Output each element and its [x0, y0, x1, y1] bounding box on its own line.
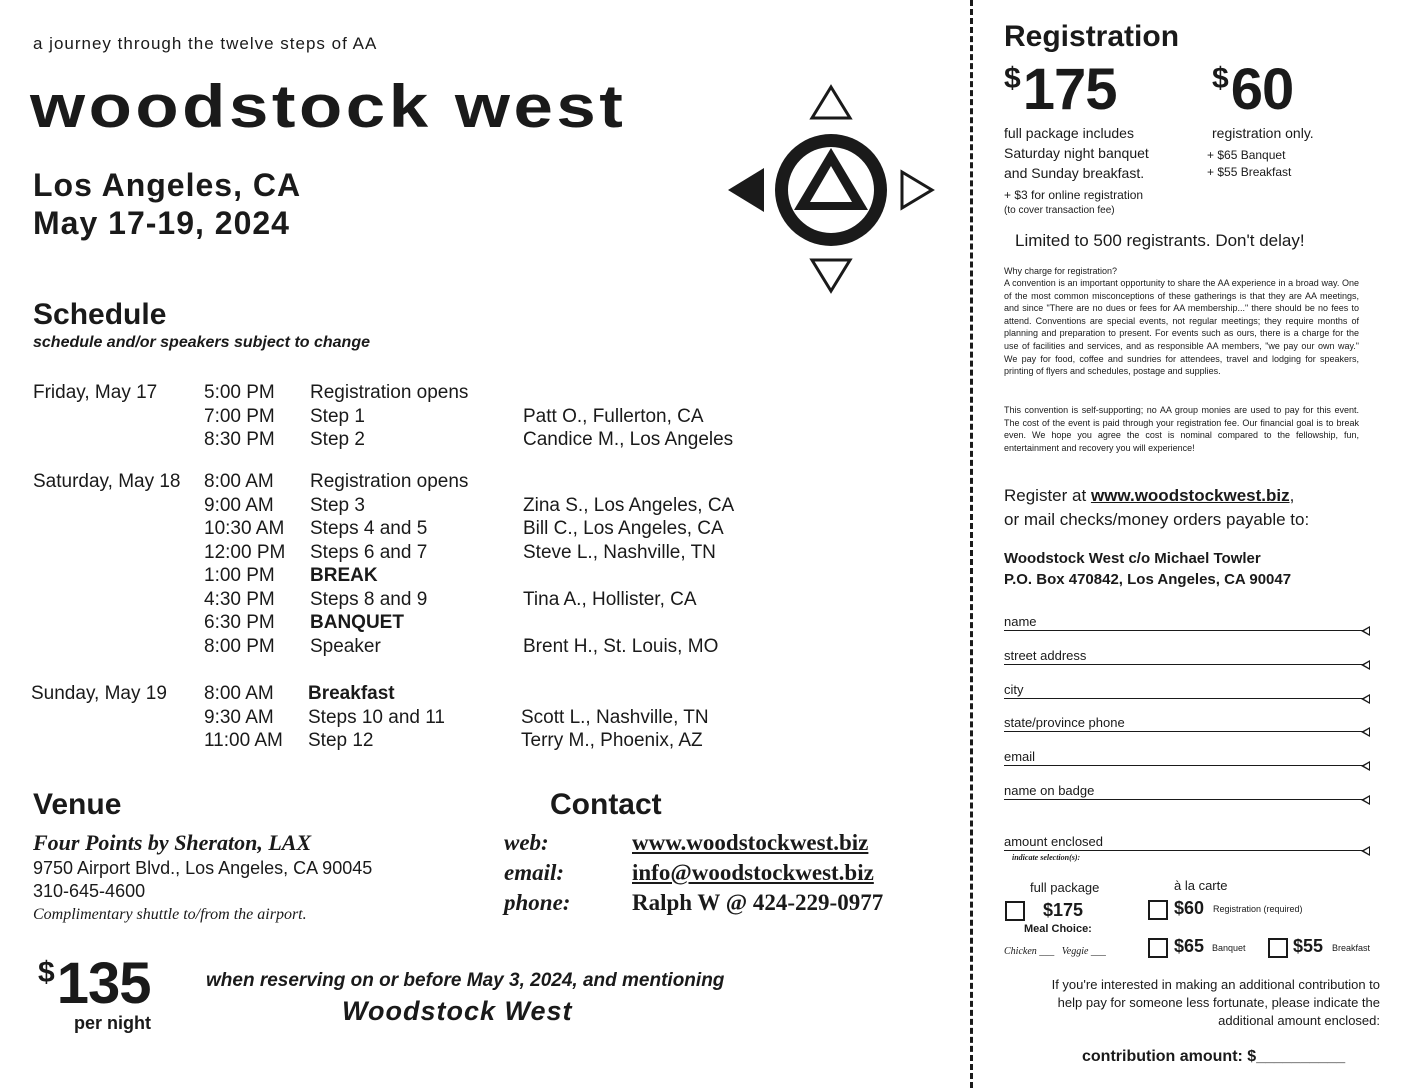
- meal-choice-label: Meal Choice:: [1024, 923, 1092, 935]
- schedule-event: Speaker: [310, 635, 381, 657]
- schedule-event: BREAK: [310, 565, 378, 586]
- schedule-time: 6:30 PM: [204, 612, 275, 633]
- schedule-time: 11:00 AM: [204, 730, 283, 751]
- contribution-line-1: If you're interested in making an additional contribution to: [1051, 977, 1380, 992]
- name-field-label: name: [1004, 614, 1037, 629]
- breakfast-addon: + $55 Breakfast: [1207, 165, 1292, 179]
- full-package-checkbox[interactable]: [1005, 901, 1025, 921]
- register-instructions: [1004, 484, 1309, 532]
- schedule-event: Step 3: [310, 494, 365, 516]
- full-package-desc: [1004, 123, 1149, 183]
- schedule-heading: Schedule: [33, 298, 167, 331]
- arrow-down-icon: [812, 260, 850, 291]
- online-fee: [1004, 187, 1143, 219]
- registration-60-checkbox[interactable]: [1148, 900, 1168, 920]
- why-charge-paragraph-1: A convention is an important opportunity to share the AA experience in a broad way. One of the most common misconceptions of these gatherings is that they are AA meetings, and since "There are no dues or fees for AA membership..." there should be no fees to attend. Conventions are special events, not regular meetings; they require months of planning and preparation to present. For events such as ours, there is a charge for the use of facilities and services, and as responsible AA members, "we pay our own way." We pay for food, coffee and sundries for attendees, travel and lodging for speakers, printing of flyers and schedules, postage and supplies.: [1004, 278, 1359, 377]
- a-la-carte-label: à la carte: [1174, 878, 1228, 893]
- venue-heading: Venue: [33, 788, 122, 821]
- full-package-price: [1004, 56, 1116, 123]
- field-arrow-icon: [1361, 727, 1370, 737]
- full-package-dollar: $: [1004, 62, 1021, 95]
- online-fee-note: (to cover transaction fee): [1004, 205, 1115, 216]
- schedule-event: Step 2: [310, 429, 365, 450]
- field-arrow-icon: [1361, 660, 1370, 670]
- arrow-up-icon: [812, 87, 850, 118]
- schedule-event: Registration opens: [310, 471, 469, 492]
- registration-only-desc: registration only.: [1212, 125, 1314, 141]
- schedule-time: 8:00 AM: [204, 683, 274, 704]
- schedule-event: BANQUET: [310, 612, 404, 633]
- street-address-field[interactable]: [1004, 640, 1368, 665]
- schedule-time: 8:00 PM: [204, 635, 275, 657]
- schedule-day: Friday, May 17: [33, 382, 158, 403]
- meal-options[interactable]: Chicken ___ Veggie ___: [1004, 946, 1106, 957]
- event-dates: May 17-19, 2024: [33, 205, 290, 241]
- name-field[interactable]: [1004, 606, 1368, 631]
- contact-email-link[interactable]: info@woodstockwest.biz: [632, 860, 874, 885]
- field-arrow-icon: [1361, 795, 1370, 805]
- banquet-65-price: $65: [1174, 936, 1205, 956]
- full-package-option-label: full package: [1030, 880, 1100, 895]
- mail-instructions: or mail checks/money orders payable to:: [1004, 510, 1310, 529]
- registration-60-note: Registration (required): [1213, 904, 1303, 914]
- schedule-event: Breakfast: [308, 683, 395, 704]
- indicate-selection-note: indicate selection(s):: [1012, 853, 1081, 862]
- email-label: email: [1004, 749, 1036, 764]
- schedule-speaker: Candice M., Los Angeles: [523, 429, 734, 450]
- registration-only-amount: 60: [1230, 57, 1294, 122]
- event-location: [33, 166, 301, 242]
- register-at-text: Register at: [1004, 486, 1091, 505]
- schedule-speaker: Bill C., Los Angeles, CA: [523, 518, 724, 539]
- why-charge-title: Why charge for registration?: [1004, 266, 1118, 276]
- schedule-time: 10:30 AM: [204, 518, 285, 539]
- tagline: a journey through the twelve steps of AA: [33, 34, 378, 53]
- schedule-time: 8:00 AM: [204, 471, 274, 492]
- email-field[interactable]: [1004, 741, 1368, 766]
- schedule-event: Step 12: [308, 730, 374, 751]
- schedule-event: Step 1: [310, 405, 365, 427]
- field-arrow-icon: [1361, 846, 1370, 856]
- field-arrow-icon: [1361, 626, 1370, 636]
- contact-heading: Contact: [550, 788, 662, 821]
- breakfast-55-price: $55: [1293, 936, 1324, 956]
- hotel-rate-unit: per night: [74, 1013, 151, 1033]
- schedule-speaker: Patt O., Fullerton, CA: [523, 405, 704, 427]
- hotel-rate-note: when reserving on or before May 3, 2024, and mentioning: [206, 970, 725, 991]
- schedule-speaker: Tina A., Hollister, CA: [523, 588, 697, 610]
- city-field[interactable]: [1004, 674, 1368, 699]
- street-address-label: street address: [1004, 648, 1087, 663]
- contribution-text: [1004, 976, 1380, 1030]
- registration-only-dollar: $: [1212, 62, 1229, 95]
- registration-heading: Registration: [1004, 20, 1180, 53]
- payee-address: [1004, 548, 1291, 590]
- banquet-65-checkbox[interactable]: [1148, 938, 1168, 958]
- schedule-speaker: Zina S., Los Angeles, CA: [523, 494, 735, 516]
- hotel-rate: [38, 950, 150, 1017]
- breakfast-55-note: Breakfast: [1332, 943, 1371, 953]
- payee-line-2: P.O. Box 470842, Los Angeles, CA 90047: [1004, 571, 1292, 588]
- schedule-time: 8:30 PM: [204, 429, 275, 450]
- full-package-desc-2: Saturday night banquet: [1004, 145, 1149, 161]
- schedule-time: 4:30 PM: [204, 588, 275, 610]
- schedule-time: 9:00 AM: [204, 494, 274, 516]
- venue-phone: 310-645-4600: [33, 881, 146, 901]
- full-package-desc-3: and Sunday breakfast.: [1004, 165, 1145, 181]
- amount-enclosed-field[interactable]: [1004, 826, 1368, 851]
- badge-name-label: name on badge: [1004, 783, 1095, 798]
- contact-web-label: web:: [504, 830, 549, 855]
- breakfast-55-checkbox[interactable]: [1268, 938, 1288, 958]
- hotel-rate-amount: 135: [56, 951, 151, 1016]
- schedule-event: Steps 8 and 9: [310, 588, 428, 610]
- schedule-note: schedule and/or speakers subject to change: [33, 334, 370, 351]
- schedule-speaker: Terry M., Phoenix, AZ: [521, 730, 703, 751]
- state-phone-field[interactable]: [1004, 707, 1368, 732]
- full-package-option-price: $175: [1043, 900, 1084, 920]
- schedule-speaker: Brent H., St. Louis, MO: [523, 635, 719, 657]
- schedule-time: 12:00 PM: [204, 541, 286, 563]
- schedule-speaker: Scott L., Nashville, TN: [521, 706, 709, 728]
- schedule-speaker: Steve L., Nashville, TN: [523, 541, 716, 563]
- registration-only-price: [1212, 56, 1293, 123]
- field-arrow-icon: [1361, 761, 1370, 771]
- contribution-line-2: help pay for someone less fortunate, please indicate the: [1057, 995, 1380, 1010]
- banquet-65-note: Banquet: [1212, 943, 1246, 953]
- field-arrow-icon: [1361, 694, 1370, 704]
- aa-logo-icon: [722, 84, 940, 296]
- schedule-event: Registration opens: [310, 382, 469, 403]
- city-label: city: [1004, 682, 1024, 697]
- why-charge-paragraph-2: This convention is self-supporting; no AA group monies are used to pay for this event. The cost of the event is paid through your registration fee. Our financial goal is to break even. We hope you agree the cost is nominal compared to the fellowship, fun, entertainment and recovery you will experience!: [1004, 405, 1359, 453]
- schedule-time: 7:00 PM: [204, 405, 275, 427]
- badge-name-field[interactable]: [1004, 775, 1368, 800]
- tear-off-divider: [970, 0, 973, 1088]
- contribution-amount-field[interactable]: contribution amount: $__________: [1082, 1048, 1346, 1065]
- arrow-left-icon: [728, 168, 764, 212]
- banquet-addon: + $65 Banquet: [1207, 148, 1286, 162]
- venue-shuttle-note: Complimentary shuttle to/from the airport.: [33, 906, 307, 923]
- schedule-day: Sunday, May 19: [31, 683, 167, 704]
- schedule-time: 9:30 AM: [204, 706, 274, 728]
- register-comma: ,: [1289, 486, 1295, 505]
- registrant-limit: Limited to 500 registrants. Don't delay!: [1015, 231, 1305, 250]
- schedule-event: Steps 4 and 5: [310, 518, 428, 539]
- online-fee-text: + $3 for online registration: [1004, 188, 1144, 202]
- full-package-amount: 175: [1022, 57, 1117, 122]
- schedule-event: Steps 6 and 7: [310, 541, 428, 563]
- arrow-right-icon: [902, 172, 932, 208]
- venue-name: Four Points by Sheraton, LAX: [33, 830, 312, 855]
- contact-phone: Ralph W @ 424-229-0977: [632, 890, 884, 915]
- register-url-link[interactable]: www.woodstockwest.biz: [1090, 486, 1290, 505]
- event-title: woodstock west: [30, 73, 627, 140]
- schedule-day: Saturday, May 18: [33, 471, 181, 492]
- contribution-line-3: additional amount enclosed:: [1218, 1013, 1380, 1028]
- hotel-rate-dollar: $: [38, 956, 55, 989]
- addons: [1207, 147, 1291, 181]
- event-city: Los Angeles, CA: [33, 167, 302, 203]
- schedule-time: 5:00 PM: [204, 382, 275, 403]
- payee-line-1: Woodstock West c/o Michael Towler: [1004, 550, 1261, 567]
- venue-address: 9750 Airport Blvd., Los Angeles, CA 90045: [33, 858, 373, 878]
- contact-web-link[interactable]: www.woodstockwest.biz: [632, 830, 869, 855]
- state-phone-label: state/province phone: [1004, 715, 1125, 730]
- registration-60-price: $60: [1174, 898, 1205, 918]
- contact-email-label: email:: [504, 860, 565, 885]
- amount-enclosed-label: amount enclosed: [1004, 834, 1104, 849]
- hotel-rate-mention: Woodstock West: [342, 996, 573, 1026]
- schedule-event: Steps 10 and 11: [308, 706, 445, 728]
- full-package-desc-1: full package includes: [1004, 125, 1134, 141]
- schedule-time: 1:00 PM: [204, 565, 275, 586]
- contact-phone-label: phone:: [504, 890, 571, 915]
